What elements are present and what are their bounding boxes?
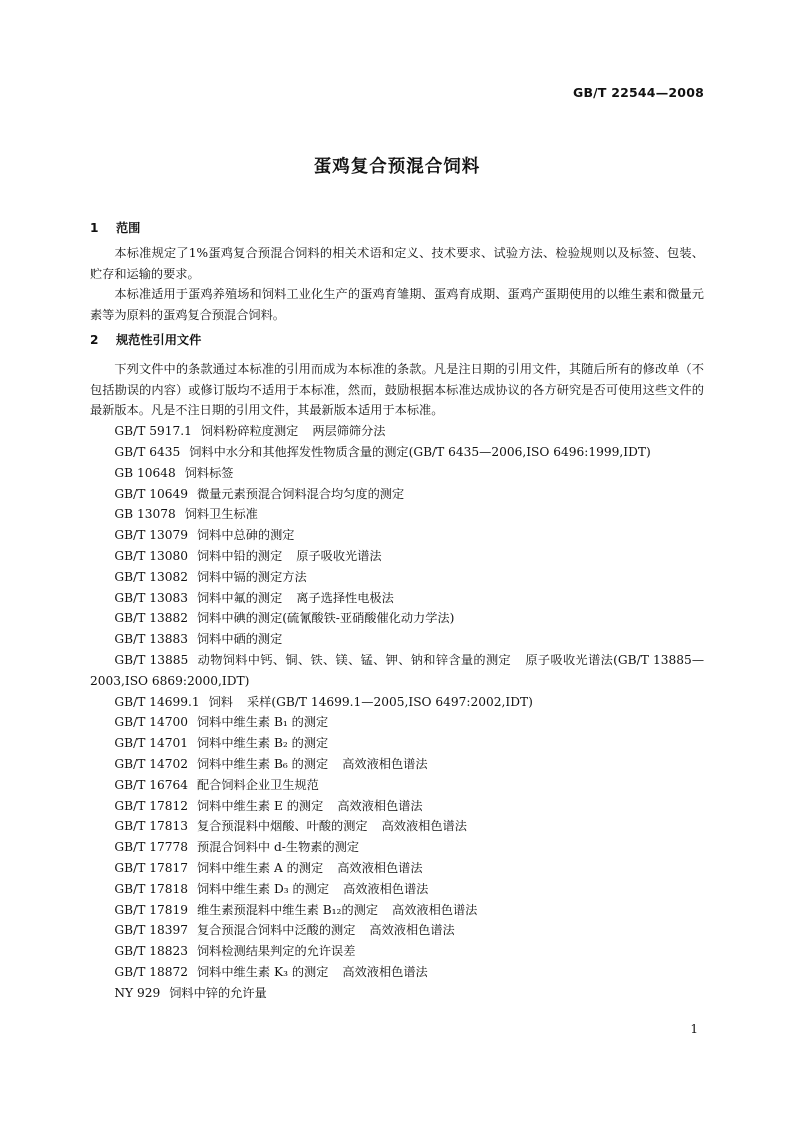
reference-code: GB/T 18823: [114, 944, 188, 959]
reference-item: [90, 733, 704, 754]
reference-method: 高效液相色谱法: [342, 756, 428, 771]
page-number: 1: [690, 1022, 698, 1036]
reference-code: GB/T 17818: [114, 881, 188, 896]
reference-title: 饲料中碘的测定(硫氰酸铁-亚硝酸催化动力学法): [196, 611, 455, 626]
reference-item: [90, 650, 704, 692]
document-title: 蛋鸡复合预混合饲料: [313, 157, 481, 177]
reference-title: 饲料中维生素 A 的测定: [196, 860, 324, 875]
section-title: 规范性引用文件: [116, 332, 202, 347]
reference-title: 饲料中氟的测定: [196, 590, 283, 605]
reference-method: 原子吸收光谱法: [296, 548, 382, 563]
reference-item: [90, 900, 704, 921]
reference-code: GB/T 18872: [114, 964, 188, 979]
reference-title: 饲料中硒的测定: [196, 632, 283, 647]
reference-item: [90, 567, 704, 588]
reference-method: 两层筛筛分法: [312, 424, 386, 439]
reference-method: 高效液相色谱法: [337, 860, 423, 875]
reference-title: 饲料检测结果判定的允许误差: [196, 944, 356, 959]
reference-code: GB/T 16764: [114, 777, 188, 792]
reference-item: [90, 442, 704, 463]
reference-item: [90, 858, 704, 879]
reference-code: GB/T 13883: [114, 632, 188, 647]
reference-code: GB 13078: [114, 507, 176, 522]
reference-code: GB/T 14701: [114, 736, 188, 751]
reference-item: [90, 920, 704, 941]
reference-title: 动物饲料中钙、铜、铁、镁、锰、钾、钠和锌含量的测定: [197, 652, 512, 667]
reference-title: 维生素预混料中维生素 B₁₂的测定: [196, 902, 379, 917]
reference-item: [90, 941, 704, 962]
reference-code: GB/T 6435: [114, 444, 181, 459]
reference-code: NY 929: [114, 985, 161, 1000]
reference-item: [90, 879, 704, 900]
reference-title: 饲料卫生标准: [184, 507, 258, 522]
reference-title: 饲料中维生素 B₁ 的测定: [196, 715, 329, 730]
reference-title: 配合饲料企业卫生规范: [196, 777, 319, 792]
reference-code: GB 10648: [114, 465, 176, 480]
reference-code: GB/T 14702: [114, 756, 188, 771]
section-2-heading: [90, 330, 704, 351]
reference-title: 饲料中铅的测定: [196, 548, 283, 563]
reference-title: 饲料中总砷的测定: [196, 528, 295, 543]
reference-title: 饲料中维生素 E 的测定: [196, 798, 324, 813]
reference-code: GB/T 14700: [114, 715, 188, 730]
section-number: 2: [90, 332, 99, 347]
reference-item: [90, 754, 704, 775]
reference-title: 复合预混合饲料中泛酸的测定: [196, 923, 356, 938]
reference-title: 饲料中维生素 B₂ 的测定: [196, 736, 329, 751]
reference-item: [90, 962, 704, 983]
section-1-paragraph: 本标准规定了1%蛋鸡复合预混合饲料的相关术语和定义、技术要求、试验方法、检验规则以及标签、包装、贮存和运输的要求。: [90, 245, 704, 281]
reference-code: GB/T 13885: [114, 652, 189, 667]
reference-title: 饲料中维生素 K₃ 的测定: [196, 964, 329, 979]
reference-method: 高效液相色谱法: [343, 881, 429, 896]
reference-code: GB/T 17812: [114, 798, 188, 813]
reference-code: GB/T 14699.1: [114, 694, 200, 709]
reference-method: 离子选择性电极法: [296, 590, 394, 605]
reference-title: 饲料: [208, 694, 233, 709]
reference-item: [90, 463, 704, 484]
section-2-intro: 下列文件中的条款通过本标准的引用而成为本标准的条款。凡是注日期的引用文件，其随后所有的修改单（不包括勘误的内容）或修订版均不适用于本标准，然而，鼓励根据本标准达成协议的各方研究是否可使用这些文件的最新版本。凡是不注日期的引用文件，其最新版本适用于本标准。: [90, 361, 704, 418]
reference-title: 预混合饲料中 d-生物素的测定: [196, 840, 360, 855]
reference-item: [90, 837, 704, 858]
reference-title: 饲料粉碎粒度测定: [200, 424, 299, 439]
reference-item: [90, 816, 704, 837]
reference-code: GB/T 13082: [114, 569, 188, 584]
reference-code: GB/T 5917.1: [114, 424, 192, 439]
reference-title: 饲料中水分和其他挥发性物质含量的测定(GB/T 6435—2006,ISO 6496:1999,IDT): [189, 444, 651, 459]
reference-title: 微量元素预混合饲料混合均匀度的测定: [196, 486, 405, 501]
reference-title: 饲料中镉的测定方法: [196, 569, 307, 584]
reference-item: [90, 525, 704, 546]
reference-code: GB/T 18397: [114, 923, 188, 938]
section-title: 范围: [116, 221, 141, 235]
reference-title: 饲料标签: [184, 465, 234, 480]
reference-code: GB/T 17819: [114, 902, 188, 917]
reference-code: GB/T 17817: [114, 860, 188, 875]
reference-title: 饲料中维生素 D₃ 的测定: [196, 881, 330, 896]
reference-item: [90, 504, 704, 525]
reference-code: GB/T 17778: [114, 840, 188, 855]
reference-code: GB/T 13080: [114, 548, 188, 563]
reference-item: [90, 775, 704, 796]
reference-item: [90, 588, 704, 609]
reference-item: [90, 608, 704, 629]
reference-method: 高效液相色谱法: [381, 819, 467, 834]
reference-code: GB/T 10649: [114, 486, 188, 501]
reference-item: [90, 692, 704, 713]
reference-code: GB/T 13882: [114, 611, 188, 626]
reference-title: 复合预混料中烟酸、叶酸的测定: [196, 819, 368, 834]
section-1-paragraph: 本标准适用于蛋鸡养殖场和饲料工业化生产的蛋鸡育雏期、蛋鸡育成期、蛋鸡产蛋期使用的以维生素和微量元素等为原料的蛋鸡复合预混合饲料。: [90, 287, 704, 323]
reference-code: GB/T 13083: [114, 590, 188, 605]
reference-title: 饲料中维生素 B₆ 的测定: [196, 756, 329, 771]
reference-method: 高效液相色谱法: [392, 902, 478, 917]
reference-item: [90, 796, 704, 817]
reference-method: 原子吸收光谱法(GB/T 13885—2003,ISO 6869:2000,IDT): [90, 652, 705, 688]
reference-item: [90, 629, 704, 650]
reference-method: 高效液相色谱法: [369, 923, 455, 938]
reference-item: [90, 712, 704, 733]
reference-item: [90, 546, 704, 567]
reference-method: 高效液相色谱法: [342, 964, 428, 979]
standard-code: GB/T 22544—2008: [572, 85, 704, 100]
reference-list: [90, 421, 704, 1003]
reference-code: GB/T 13079: [114, 528, 188, 543]
section-number: 1: [90, 221, 99, 235]
reference-code: GB/T 17813: [114, 819, 188, 834]
reference-method: 采样(GB/T 14699.1—2005,ISO 6497:2002,IDT): [246, 694, 533, 709]
reference-item: [90, 484, 704, 505]
section-1-heading: [90, 218, 704, 239]
document-body: [90, 218, 704, 1003]
reference-item: [90, 421, 704, 442]
reference-title: 饲料中锌的允许量: [169, 985, 267, 1000]
reference-method: 高效液相色谱法: [337, 798, 423, 813]
reference-item: [90, 983, 704, 1004]
